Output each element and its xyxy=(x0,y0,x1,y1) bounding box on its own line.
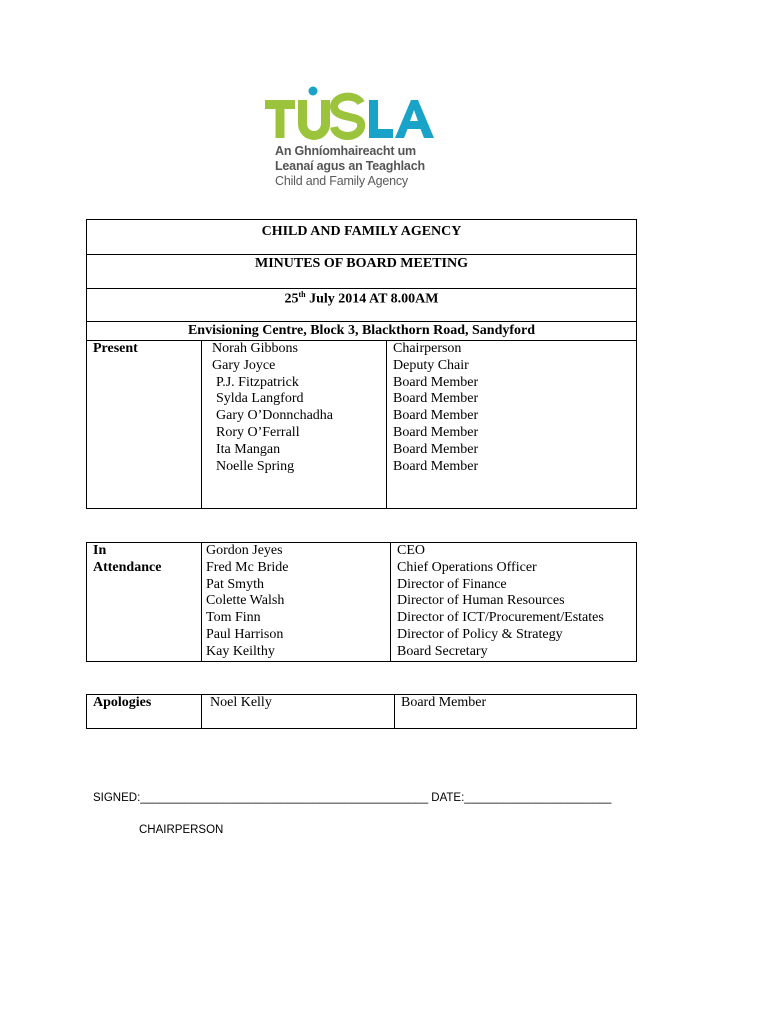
present-name: Ita Mangan xyxy=(216,441,281,457)
attendance-label-line1: In xyxy=(93,543,107,558)
apologies-table xyxy=(86,694,637,729)
minutes-heading xyxy=(86,254,637,288)
present-name: Gary Joyce xyxy=(212,357,276,373)
attendance-name: Paul Harrison xyxy=(206,626,284,642)
present-name: Noelle Spring xyxy=(216,458,295,474)
present-name: Gary O’Donnchadha xyxy=(216,408,334,424)
attendance-name: Fred Mc Bride xyxy=(206,559,289,575)
attendance-label-line2: Attendance xyxy=(93,559,162,575)
minutes-heading-text: MINUTES OF BOARD MEETING xyxy=(254,256,468,271)
attendance-name: Gordon Jeyes xyxy=(206,543,283,558)
present-name: Norah Gibbons xyxy=(212,341,298,356)
attendance-role: Board Secretary xyxy=(397,643,488,659)
attendance-name: Kay Keilthy xyxy=(206,643,275,659)
present-role: Board Member xyxy=(393,391,479,407)
date-suffix: th xyxy=(298,290,306,299)
chairperson-label: CHAIRPERSON xyxy=(139,824,224,836)
attendance-name: Pat Smyth xyxy=(206,576,264,592)
signature-line: SIGNED:_____________________________________________ DATE:_______________________ xyxy=(93,792,612,804)
attendance-role: Director of Finance xyxy=(397,576,507,592)
present-names xyxy=(202,341,387,509)
attendance-roles xyxy=(391,543,637,662)
logo-tagline-irish-1: An Ghníomhaireacht um xyxy=(275,144,416,158)
attendance-role: CEO xyxy=(397,543,425,558)
meeting-date xyxy=(86,288,637,322)
apologies-name xyxy=(202,695,395,729)
tusla-logo xyxy=(265,86,445,194)
apologies-role-text: Board Member xyxy=(401,695,487,710)
attendance-name: Colette Walsh xyxy=(206,593,285,609)
apologies-label xyxy=(87,695,202,729)
present-role: Board Member xyxy=(393,424,479,440)
date-rest: July 2014 AT 8.00AM xyxy=(305,291,439,307)
present-table xyxy=(86,340,637,509)
present-label-text: Present xyxy=(93,341,138,356)
apologies-role xyxy=(395,695,637,729)
present-role: Deputy Chair xyxy=(393,357,469,373)
present-name: Rory O’Ferrall xyxy=(216,424,300,440)
attendance-table xyxy=(86,542,637,662)
meeting-location: Envisioning Centre, Block 3, Blackthorn Road, Sandyford xyxy=(86,321,637,341)
present-name: Sylda Langford xyxy=(216,391,304,407)
attendance-name: Tom Finn xyxy=(206,610,261,626)
date-day: 25 xyxy=(284,291,299,307)
agency-heading-text: CHILD AND FAMILY AGENCY xyxy=(261,224,462,239)
attendance-names xyxy=(202,543,391,662)
present-role: Board Member xyxy=(393,374,479,390)
present-label xyxy=(87,341,202,509)
logo-tagline-irish-2: Leanaí agus an Teaghlach xyxy=(275,159,425,173)
agency-heading xyxy=(86,219,637,254)
present-roles xyxy=(387,341,637,509)
attendance-label xyxy=(87,543,202,662)
attendance-role: Director of ICT/Procurement/Estates xyxy=(397,610,604,626)
present-role: Board Member xyxy=(393,458,479,474)
present-role: Board Member xyxy=(393,408,479,424)
apologies-label-text: Apologies xyxy=(93,695,152,710)
apologies-name-text: Noel Kelly xyxy=(210,695,272,710)
attendance-role: Chief Operations Officer xyxy=(397,559,537,575)
present-name: P.J. Fitzpatrick xyxy=(216,374,299,390)
logo-tagline-english: Child and Family Agency xyxy=(275,174,408,188)
tusla-wordmark xyxy=(265,86,437,142)
attendance-role: Director of Policy & Strategy xyxy=(397,626,563,642)
present-role: Board Member xyxy=(393,441,479,457)
present-role: Chairperson xyxy=(393,341,462,356)
attendance-role: Director of Human Resources xyxy=(397,593,565,609)
